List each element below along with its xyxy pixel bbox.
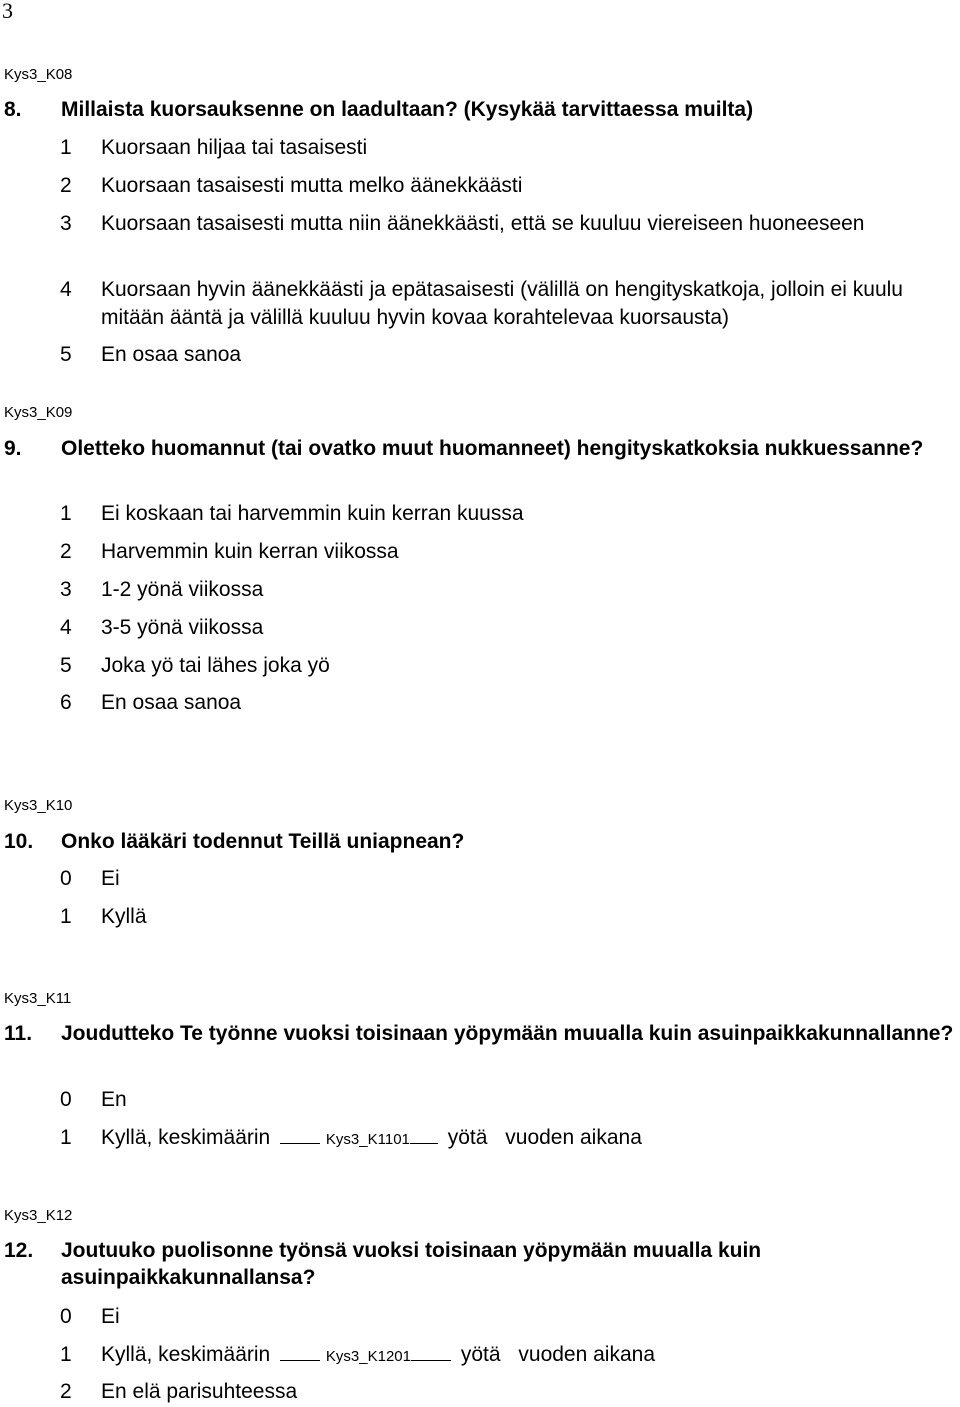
option-number: 1 [60, 1343, 72, 1366]
option-number: 4 [60, 278, 72, 301]
option-text: Kuorsaan tasaisesti mutta melko äänekkäästi [101, 174, 523, 197]
option-text: Kuorsaan hyvin äänekkäästi ja epätasaisesti (välillä on hengityskatkoja, jolloin ei kuulu mitään ääntä ja välillä kuuluu hyvin kovaa korahtelevaa kuorsausta) [101, 278, 903, 329]
option-text: Kuorsaan hiljaa tai tasaisesti [101, 136, 368, 159]
option-number: 3 [60, 578, 72, 601]
question-number: 8. [4, 98, 22, 121]
option-number: 1 [60, 502, 72, 525]
option-text: 1-2 yönä viikossa [101, 578, 264, 601]
option-text: En elä parisuhteessa [101, 1380, 298, 1403]
option-number: 5 [60, 654, 72, 677]
field-code: Kys3_K1101 [325, 1131, 410, 1148]
option-text: En osaa sanoa [101, 691, 242, 714]
option-text: En osaa sanoa [101, 343, 242, 366]
fill-in-blank[interactable] [280, 1342, 320, 1361]
option-number: 0 [60, 867, 72, 890]
option-text: Ei [101, 1305, 120, 1328]
option-number: 4 [60, 616, 72, 639]
question-text: Joudutteko Te työnne vuoksi toisinaan yöpymään muualla kuin asuinpaikkakunnallanne? [61, 1022, 954, 1045]
option-number: 1 [60, 905, 72, 928]
question-number: 9. [4, 437, 22, 460]
option-text: Kyllä, keskimäärin [101, 1343, 271, 1366]
option-number: 0 [60, 1305, 72, 1328]
option-text: Kyllä [101, 905, 147, 928]
option-text: En [101, 1088, 127, 1111]
question-number: 10. [4, 830, 34, 853]
option-unit: yötä [447, 1126, 488, 1149]
question-number: 12. [4, 1239, 34, 1262]
question-code: Kys3_K08 [4, 66, 73, 83]
option-text: Joka yö tai lähes joka yö [101, 654, 330, 677]
question-code: Kys3_K09 [4, 404, 73, 421]
option-text: Harvemmin kuin kerran viikossa [101, 540, 399, 563]
option-number: 5 [60, 343, 72, 366]
question-text: Oletteko huomannut (tai ovatko muut huomanneet) hengityskatkoksia nukkuessanne? [61, 437, 924, 460]
question-text: Joutuuko puolisonne työnsä vuoksi toisinaan yöpymään muualla kuin asuinpaikkakunnallansa? [61, 1239, 762, 1289]
question-code: Kys3_K10 [4, 797, 73, 814]
field-code: Kys3_K1201 [325, 1348, 411, 1365]
page-number: 3 [2, 0, 13, 23]
option-number: 2 [60, 174, 72, 197]
question-text: Onko lääkäri todennut Teillä uniapnean? [61, 830, 465, 853]
option-unit: yötä [460, 1343, 501, 1366]
option-number: 2 [60, 1380, 72, 1403]
option-suffix: vuoden aikana [518, 1343, 656, 1366]
option-number: 1 [60, 1126, 72, 1149]
option-number: 2 [60, 540, 72, 563]
option-text: Ei koskaan tai harvemmin kuin kerran kuussa [101, 502, 524, 525]
fill-in-blank[interactable] [410, 1125, 438, 1144]
question-number: 11. [4, 1022, 33, 1045]
option-text: Ei [101, 867, 120, 890]
option-number: 1 [60, 136, 72, 159]
question-text: Millaista kuorsauksenne on laadultaan? (Kysykää tarvittaessa muilta) [61, 98, 754, 121]
option-suffix: vuoden aikana [505, 1126, 642, 1149]
option-text: 3-5 yönä viikossa [101, 616, 264, 639]
option-number: 0 [60, 1088, 72, 1111]
option-number: 6 [60, 691, 72, 714]
option-number: 3 [60, 212, 72, 235]
option-text: Kuorsaan tasaisesti mutta niin äänekkäästi, että se kuuluu viereiseen huoneeseen [101, 212, 865, 235]
fill-in-blank[interactable] [411, 1342, 451, 1361]
fill-in-blank[interactable] [280, 1125, 320, 1144]
question-code: Kys3_K12 [4, 1207, 73, 1224]
question-code: Kys3_K11 [4, 990, 72, 1007]
option-text: Kyllä, keskimäärin [101, 1126, 271, 1149]
